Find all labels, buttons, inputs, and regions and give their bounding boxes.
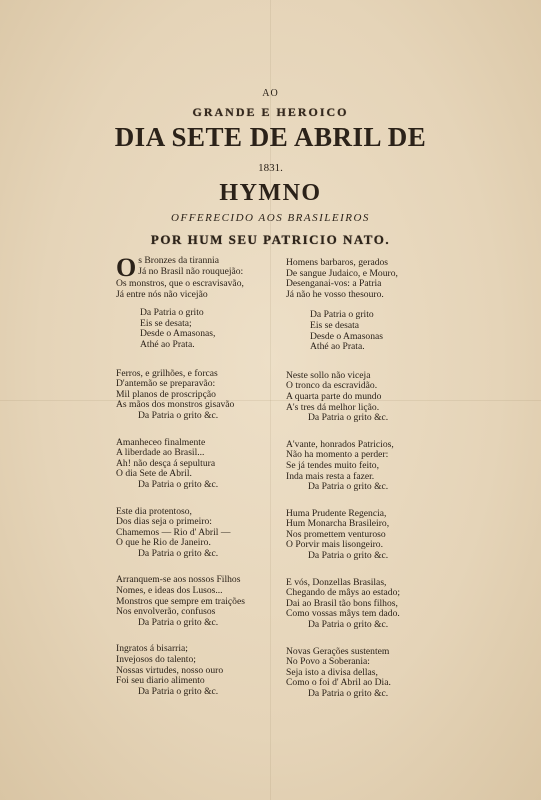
stanza xyxy=(286,578,446,631)
verse-line: Dos dias seja o primeiro: xyxy=(116,516,212,528)
verse-line: Já no Brasil não rouquejão: xyxy=(138,265,244,277)
stanza xyxy=(116,253,286,300)
refrain-line: Desde o Amasonas xyxy=(310,330,384,342)
refrain-cue: Da Patria o grito &c. xyxy=(138,409,219,421)
main-title: DIA SETE DE ABRIL DE xyxy=(114,122,427,152)
refrain-line: Eis se desata; xyxy=(140,317,192,329)
drop-cap: O xyxy=(116,253,137,282)
stanza xyxy=(286,647,446,700)
verse-line: A quarta parte do mundo xyxy=(286,390,382,402)
right-column xyxy=(286,258,446,712)
verse-line: Invejosos do talento; xyxy=(116,654,196,666)
refrain-line: Eis se desata xyxy=(310,319,360,331)
verse-line: Foi seu diario alimento xyxy=(116,675,205,687)
verse-line: Monstros que sempre em traições xyxy=(116,595,245,607)
verse-line: Neste sollo não viceja xyxy=(286,369,371,381)
stanza xyxy=(286,258,446,300)
refrain-cue: Da Patria o grito &c. xyxy=(138,685,219,697)
stanza xyxy=(116,644,286,697)
verse-line: As mãos dos monstros gisavão xyxy=(116,399,235,411)
verse-line: Como vossas mâys tem dado. xyxy=(286,608,400,620)
title-block xyxy=(0,88,541,248)
verse-line: Os monstros, que o escravisavão, xyxy=(116,278,244,289)
verse-line: O Porvir mais lisongeiro. xyxy=(286,539,383,551)
verse-line: Nossas virtudes, nosso ouro xyxy=(116,664,224,676)
verse-line: No Povo a Soberania: xyxy=(286,656,370,668)
stanza xyxy=(116,369,286,422)
verse-line: Seja isto a divisa dellas, xyxy=(286,666,378,678)
refrain-cue: Da Patria o grito &c. xyxy=(308,619,389,631)
refrain-line: Da Patria o grito xyxy=(310,309,374,321)
verse-line: Novas Gerações sustentem xyxy=(286,645,390,657)
stanza xyxy=(116,438,286,491)
hymn-title: HYMNO xyxy=(219,180,322,206)
stanza xyxy=(286,509,446,562)
verse-line: O que he Rio de Janeiro. xyxy=(116,537,211,549)
title-year: 1831. xyxy=(258,162,283,174)
refrain-line: Da Patria o grito xyxy=(140,307,204,319)
stanza xyxy=(116,507,286,560)
verse-line: Desenganai-vos: a Patria xyxy=(286,278,382,290)
verse-line: Chegando de mâys ao estado; xyxy=(286,587,401,599)
verse-line: De sangue Judaico, e Mouro, xyxy=(286,267,398,279)
verse-line: Dai ao Brasil tão bons filhos, xyxy=(286,597,398,609)
verse-line: Se já tendes muito feito, xyxy=(286,459,379,471)
stanza xyxy=(286,371,446,424)
offered-line: OFFERECIDO AOS BRASILEIROS xyxy=(171,212,370,224)
refrain-cue: Da Patria o grito &c. xyxy=(308,550,389,562)
refrain-line: Athé ao Prata. xyxy=(140,338,195,350)
verse-line: A liberdade ao Brasil... xyxy=(116,447,205,459)
verse-line: Ferros, e grilhões, e forcas xyxy=(116,367,218,379)
stanza xyxy=(116,575,286,628)
refrain-cue: Da Patria o grito &c. xyxy=(138,478,219,490)
refrain-cue: Da Patria o grito &c. xyxy=(308,412,389,424)
verse-line: Amanheceo finalmente xyxy=(116,436,206,448)
verse-line: s Bronzes da tirannia xyxy=(138,255,219,266)
verse-line: O dia Sete de Abril. xyxy=(116,468,192,480)
verse-line: E vós, Donzellas Brasilas, xyxy=(286,576,387,588)
author-line: POR HUM SEU PATRICIO NATO. xyxy=(150,232,391,247)
verse-line: Huma Prudente Regencia, xyxy=(286,507,387,519)
refrain-cue: Da Patria o grito &c. xyxy=(138,616,219,628)
verse-line: Homens barbaros, gerados xyxy=(286,257,389,268)
verse-line: Nomes, e ideas dos Lusos... xyxy=(116,585,223,597)
refrain-line: Desde o Amasonas, xyxy=(140,328,216,340)
refrain-cue: Da Patria o grito &c. xyxy=(308,481,389,493)
stanza xyxy=(286,440,446,493)
verse-line: D'antemão se preparavão: xyxy=(116,378,216,390)
refrain-line: Athé ao Prata. xyxy=(310,341,365,353)
dedication-ao: AO xyxy=(262,88,279,99)
verse-line: Hum Monarcha Brasileiro, xyxy=(286,518,390,530)
verse-line: A's tres dá melhor lição. xyxy=(286,401,380,413)
verse-line: Ah! não desça á sepultura xyxy=(116,457,216,469)
refrain xyxy=(286,310,446,352)
left-column xyxy=(116,253,286,709)
refrain-cue: Da Patria o grito &c. xyxy=(308,688,389,699)
dedication-grande: GRANDE E HEROICO xyxy=(192,105,349,119)
verse-line: Como o foi d' Abril ao Dia. xyxy=(286,677,391,689)
verse-line: O tronco da escravidão. xyxy=(286,380,378,392)
verse-line: Nos envolverão, confusos xyxy=(116,606,216,618)
verse-line: Já não he vosso thesouro. xyxy=(286,288,384,300)
verse-line: Inda mais resta a fazer. xyxy=(286,470,375,482)
verse-line: Este dia protentoso, xyxy=(116,505,192,517)
refrain xyxy=(116,308,286,350)
verse-line: Nos promettem venturoso xyxy=(286,528,386,540)
verse-line: Arranquem-se aos nossos Filhos xyxy=(116,574,241,586)
verse-line: Ingratos á bisarria; xyxy=(116,643,188,655)
verse-line: Não ha momento a perder: xyxy=(286,449,389,461)
refrain-cue: Da Patria o grito &c. xyxy=(138,547,219,559)
verse-line: Mil planos de proscripção xyxy=(116,388,216,400)
verse-line: Já entre nós não vicejão xyxy=(116,288,208,300)
verse-line: Chamemos — Rio d' Abril — xyxy=(116,526,231,538)
verse-line: A'vante, honrados Patricios, xyxy=(286,438,394,450)
